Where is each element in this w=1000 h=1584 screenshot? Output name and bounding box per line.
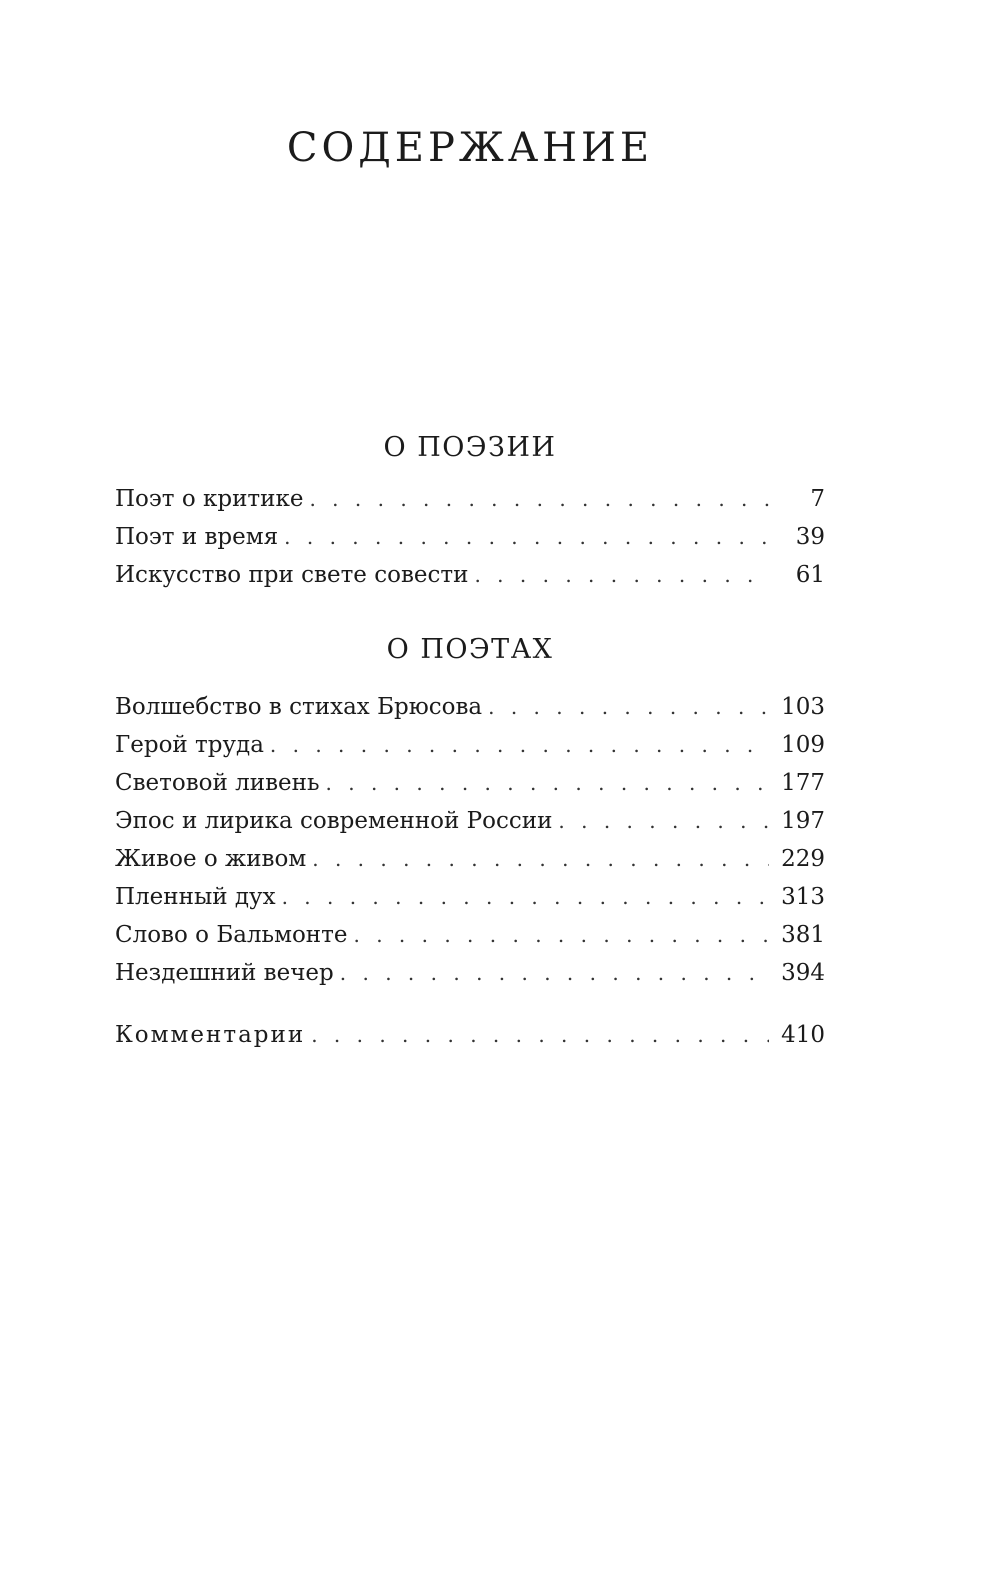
toc-entry-title: Комментарии: [115, 1022, 306, 1048]
toc-entry-title: Искусство при свете совести: [115, 562, 469, 588]
section-heading-poets: О ПОЭТАХ: [386, 634, 554, 665]
toc-entry-page: 61: [795, 562, 825, 588]
toc-entry-page: 410: [781, 1022, 825, 1048]
toc-entry[interactable]: [115, 840, 825, 878]
toc-entry-title: Эпос и лирика современной России: [115, 808, 553, 834]
dot-leader: [558, 802, 769, 840]
toc-entry-title: Пленный дух: [115, 884, 276, 910]
dot-leader: [312, 840, 769, 878]
toc-entry-title: Поэт и время: [115, 524, 279, 550]
dot-leader: [311, 1016, 769, 1054]
toc-list-poetry: [115, 480, 825, 594]
toc-entry-title: Поэт о критике: [115, 486, 304, 512]
dot-leader: [326, 764, 769, 802]
toc-entry-title: Герой труда: [115, 732, 264, 758]
toc-entry-page: 7: [810, 486, 825, 512]
dot-leader: [282, 878, 769, 916]
dot-leader: [488, 688, 769, 726]
toc-entry[interactable]: [115, 916, 825, 954]
toc-list-comments: [115, 1016, 825, 1054]
toc-entry-page: 39: [795, 524, 825, 550]
toc-entry[interactable]: [115, 726, 825, 764]
toc-entry[interactable]: [115, 802, 825, 840]
toc-entry[interactable]: [115, 518, 825, 556]
dot-leader: [270, 726, 769, 764]
dot-leader: [284, 518, 769, 556]
toc-entry-title: Нездешний вечер: [115, 960, 334, 986]
toc-entry-page: 394: [781, 960, 825, 986]
dot-leader: [340, 954, 769, 992]
toc-list-poets: [115, 688, 825, 992]
toc-entry[interactable]: [115, 764, 825, 802]
toc-entry-page: 229: [781, 846, 825, 872]
toc-entry[interactable]: [115, 878, 825, 916]
dot-leader: [474, 556, 769, 594]
toc-entry[interactable]: [115, 688, 825, 726]
toc-entry-page: 103: [781, 694, 825, 720]
toc-entry[interactable]: [115, 480, 825, 518]
toc-entry-page: 177: [781, 770, 825, 796]
toc-entry-title: Живое о живом: [115, 846, 307, 872]
dot-leader: [309, 480, 769, 518]
toc-entry-title: Слово о Бальмонте: [115, 922, 348, 948]
toc-entry-title: Волшебство в стихах Брюсова: [115, 694, 483, 720]
toc-entry-page: 313: [781, 884, 825, 910]
toc-entry-page: 381: [781, 922, 825, 948]
page-title: СОДЕРЖАНИЕ: [286, 125, 654, 171]
section-heading-poetry: О ПОЭЗИИ: [383, 432, 557, 463]
toc-entry-comments[interactable]: [115, 1016, 825, 1054]
toc-entry-title: Световой ливень: [115, 770, 320, 796]
toc-entry[interactable]: [115, 954, 825, 992]
toc-entry-page: 109: [781, 732, 825, 758]
toc-entry-page: 197: [781, 808, 825, 834]
dot-leader: [353, 916, 769, 954]
toc-entry[interactable]: [115, 556, 825, 594]
